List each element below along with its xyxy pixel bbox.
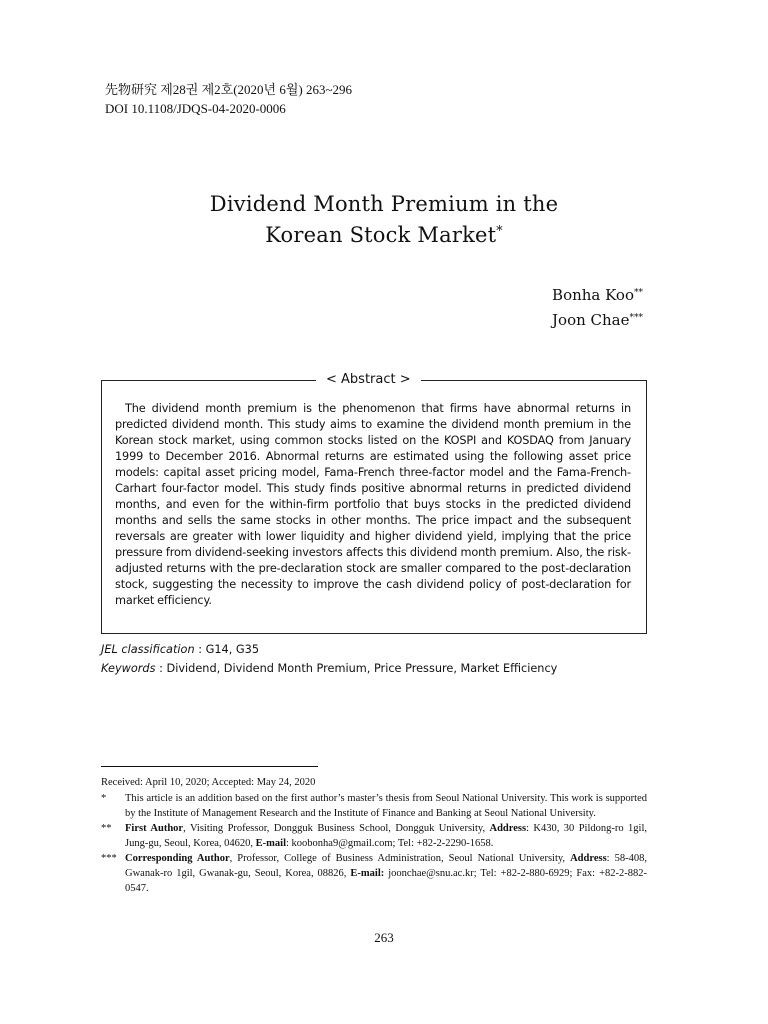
paper-title bbox=[0, 189, 768, 251]
footnote-divider bbox=[101, 766, 318, 767]
author-2: Joon Chae*** bbox=[552, 311, 643, 329]
keywords-value: Dividend, Dividend Month Premium, Price Pressure, Market Efficiency bbox=[166, 662, 558, 675]
title-footnote-mark: * bbox=[496, 223, 503, 239]
abstract-text: The dividend month premium is the phenomenon that firms have abnormal returns in predicted dividend month. This study aims to examine the dividend month premium in the Korean stock market, using common stocks listed on the KOSPI and KOSDAQ from January 1999 to December 2016. Abnormal returns are estimated using the following asset price models: capital asset pricing model, Fama-French three-factor model and the Fama-French-Carhart four-factor model. This study finds positive abnormal returns in predicted dividend months, and even for the within-firm portfolio that buys stocks in the predicted dividend months and sells the same stocks in other months. The price impact and the subsequent reversals are greater with lower liquidity and higher dividend yield, implying that the price pressure from dividend-seeking investors affects this dividend month premium. Also, the risk-adjusted returns with the pre-declaration stock are smaller compared to the post-declaration stock, suggesting the necessity to improve the cash dividend policy of post-declaration for market efficiency. bbox=[115, 402, 631, 607]
jel-value: G14, G35 bbox=[205, 643, 260, 656]
author-1: Bonha Koo** bbox=[552, 286, 643, 304]
page-number: 263 bbox=[374, 930, 394, 945]
jel-label: JEL classification bbox=[101, 643, 195, 656]
journal-header bbox=[105, 80, 352, 118]
doi: DOI 10.1108/JDQS-04-2020-0006 bbox=[105, 101, 286, 116]
author-list bbox=[552, 283, 643, 333]
title-line-1: Dividend Month Premium in the bbox=[209, 192, 559, 216]
footnote-2: ** First Author, Visiting Professor, Dongguk Business School, Dongguk University, Address: K430, 30 Pildong-ro 1gil, Jung-gu, Seoul, Korea, 04620, E-mail: koobonha9@gmail.com; Tel: +82-2-2290-1658. bbox=[101, 823, 647, 849]
title-line-2: Korean Stock Market* bbox=[265, 223, 503, 247]
footnote-1: * This article is an addition based on the first author’s master’s thesis from Seoul National University. This work is supported by the Institute of Management Research and the Institute of Finance and Banking at Seoul National University. bbox=[101, 793, 647, 819]
journal-citation: 先物研究 제28권 제2호(2020년 6월) 263~296 bbox=[105, 82, 353, 97]
keywords: Keywords : Dividend, Dividend Month Premium, Price Pressure, Market Efficiency bbox=[101, 662, 558, 675]
author-2-mark: *** bbox=[629, 313, 643, 324]
footnote-3: *** Corresponding Author, Professor, College of Business Administration, Seoul National University, Address: 58-408, Gwanak-ro 1gil, Gwanak-gu, Seoul, Korea, 08826, E-mail: joonchae@snu.ac.kr; Tel: +82-2-880-6929; Fax: +82-2-882-0547. bbox=[101, 853, 647, 894]
abstract-heading: < Abstract > bbox=[316, 371, 421, 389]
footnotes bbox=[101, 791, 647, 896]
keywords-label: Keywords bbox=[101, 662, 156, 675]
jel-classification: JEL classification : G14, G35 bbox=[101, 643, 260, 656]
received-date: Received: April 10, 2020; Accepted: May 24, 2020 bbox=[101, 777, 316, 788]
author-1-mark: ** bbox=[634, 288, 643, 299]
